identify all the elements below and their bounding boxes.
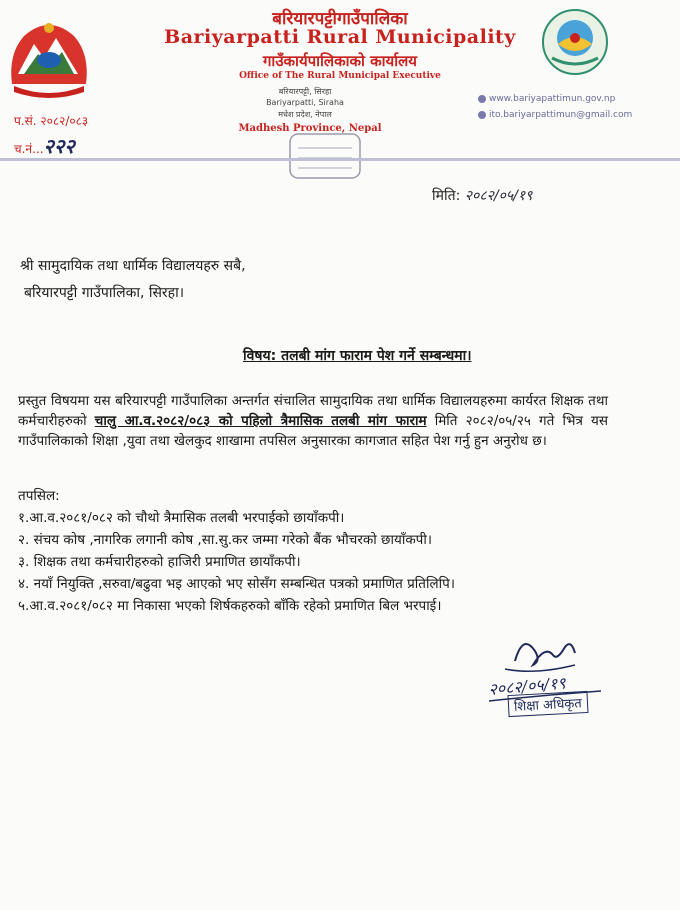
- globe-icon: [478, 95, 486, 103]
- body-part-1: प्रस्तुत विषयमा यस बरियारपट्टी गाउँपालिका अन्तर्गत संचालित सामुदायिक तथा धार्मिक विद्यालयहरुमा कार्यरत शिक्षक तथा कर्मचारीहरुको: [18, 393, 608, 429]
- patra-sankhya: प.सं. २०८२/०८३: [14, 114, 89, 128]
- list-item: ३. शिक्षक तथा कर्मचारीहरुको हाजिरी प्रमाणित छायाँकपी।: [18, 554, 301, 570]
- letter-date: [432, 186, 532, 205]
- chalani-label: च.नं...: [14, 142, 44, 156]
- list-item: ४. नयाँ नियुक्ति ,सरुवा/बढुवा भइ आएको भए सोसँग सम्बन्धित पत्रको प्रमाणित प्रतिलिपि।: [18, 576, 455, 592]
- chalani-value: २२२: [43, 134, 75, 158]
- tapasil-label: तपसिल:: [18, 488, 60, 504]
- letterhead-address-en: Bariyarpatti, Siraha: [266, 98, 344, 107]
- letterhead-province-en: Madhesh Province, Nepal: [238, 123, 382, 134]
- letterhead-title-en: Bariyarpatti Rural Municipality: [164, 26, 516, 48]
- addressee-line-2: बरियारपट्टी गाउँपालिका, सिरहा।: [24, 285, 185, 301]
- contact-email: [478, 110, 632, 120]
- body-part-2: मिति २०८२/०५/२५ गते भित्र यस गाउँपालिकाको शिक्षा ,युवा तथा खेलकुद शाखामा तपसिल अनुसारका कागजात सहित पेश गर्नु हुन अनुरोध छ।: [18, 413, 609, 449]
- addressee-line-1: श्री सामुदायिक तथा धार्मिक विद्यालयहरु सबै,: [20, 258, 246, 274]
- body-underlined: चालु आ.व.२०८२/०८३ को पहिलो त्रैमासिक तलबी मांग फाराम: [94, 413, 427, 429]
- date-value: २०८२/०५/१९: [464, 188, 533, 204]
- letterhead-office-en: Office of The Rural Municipal Executive: [239, 71, 441, 81]
- list-item: १.आ.व.२०८१/०८२ को चौथो त्रैमासिक तलबी भरपाईको छायाँकपी।: [18, 510, 345, 526]
- email-icon: [478, 111, 486, 119]
- shiksha-adhikrit-seal: शिक्षा अधिकृत: [507, 691, 588, 717]
- list-item: २. संचय कोष ,नागरिक लगानी कोष ,सा.सु.कर जम्मा गरेको बैंक भौचरको छायाँकपी।: [18, 532, 432, 548]
- signature-date: २०८२/०५/१९: [487, 673, 567, 699]
- signature: [475, 625, 625, 735]
- list-item: ५.आ.व.२०८१/०८२ मा निकासा भएको शिर्षकहरुको बाँकि रहेको प्रमाणित बिल भरपाई।: [18, 598, 442, 614]
- nepal-emblem-icon: [4, 14, 94, 98]
- contact-website: [478, 94, 615, 104]
- letterhead-province-np: मधेश प्रदेश, नेपाल: [278, 110, 332, 119]
- website-text: www.bariyapattimun.gov.np: [489, 94, 616, 104]
- date-label: मिति:: [432, 188, 461, 204]
- letter-body: [18, 391, 608, 451]
- letter-subject: विषय: तलबी मांग फाराम पेश गर्ने सम्बन्धमा।: [243, 348, 472, 364]
- chalani-number: [14, 132, 75, 159]
- municipality-logo-icon: [540, 8, 610, 76]
- letterhead-divider: [0, 158, 680, 161]
- letterhead-address-np: बरियारपट्टी, सिरहा: [278, 87, 332, 96]
- letterhead-office-np: गाउँकार्यपालिकाको कार्यालय: [262, 52, 417, 70]
- email-text: ito.bariyarpattimun@gmail.com: [489, 110, 633, 120]
- letterhead-title-np: बरियारपट्टीगाउँपालिका: [272, 9, 408, 29]
- received-stamp-icon: [286, 130, 364, 182]
